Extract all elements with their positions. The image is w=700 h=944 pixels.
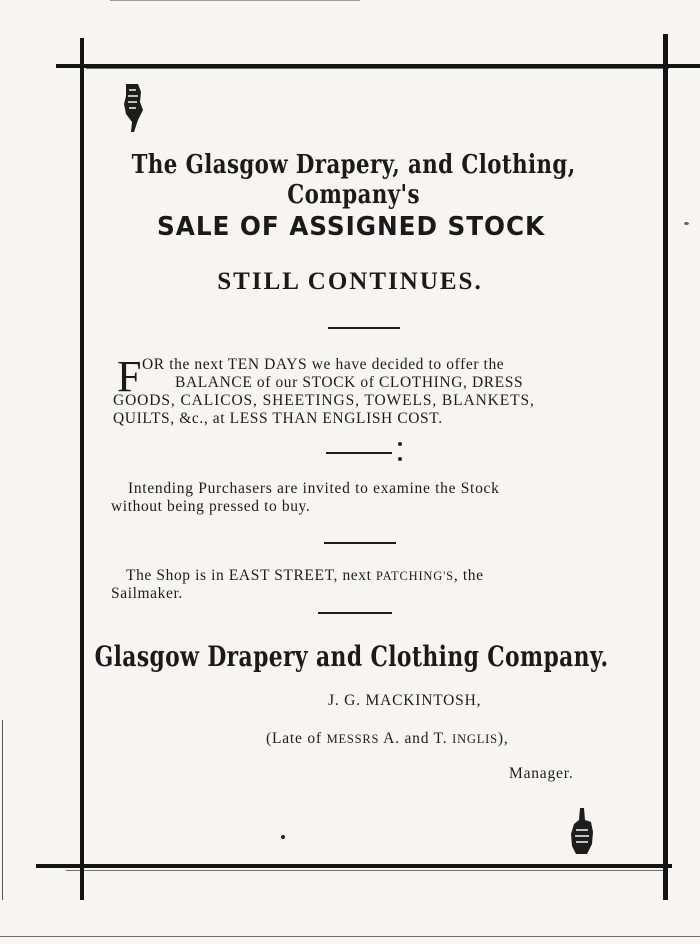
pointing-hand-icon [566,806,598,858]
page-edge-bottom [0,936,700,937]
para3-line-1 [126,567,484,585]
heading-line-1: The Glasgow Drapery, and Clothing, Company's [131,150,576,210]
top-border-rule-inner [86,68,669,69]
para3-line-2: Sailmaker. [111,585,183,602]
stray-dot [281,835,285,839]
page-edge-left [2,720,3,900]
para1-line-2: BALANCE of our STOCK of CLOTHING, DRESS [175,374,524,391]
separator-rule [326,452,392,454]
para3-smallcaps: PATCHING'S [376,569,454,583]
para1-line-3: GOODS, CALICOS, SHEETINGS, TOWELS, BLANKETS, [113,392,535,409]
heading-line-3: STILL CONTINUES. [217,268,483,295]
para3-text-b: , the [453,567,484,584]
separator-dot [398,457,402,461]
late-of-c: ), [497,730,509,747]
bottom-border-rule-inner [66,870,666,871]
drop-cap: F [117,352,142,401]
late-of-a: (Late of [266,730,327,747]
late-of-smallcaps-1: MESSRS [326,732,380,746]
separator-dot [398,442,402,446]
page-edge-top [110,0,360,1]
late-of-line [266,730,509,748]
company-name: Glasgow Drapery and Clothing Company. [94,640,609,673]
separator-rule [324,542,396,544]
para1-line-4: QUILTS, &c., at LESS THAN ENGLISH COST. [113,410,443,427]
para2-line-1: Intending Purchasers are invited to examine the Stock [128,480,500,497]
manager-name: J. G. MACKINTOSH, [328,692,482,709]
bottom-border-rule [36,864,672,868]
pointing-hand-icon [118,80,148,136]
right-border-rule [663,34,668,900]
para3-text-a: The Shop is in EAST STREET, next [126,567,376,584]
manager-title: Manager. [509,765,574,782]
late-of-smallcaps-2: INGLIS [452,732,498,746]
para1-line-1: OR the next TEN DAYS we have decided to offer the [142,356,505,373]
heading-line-2: SALE OF ASSIGNED STOCK [157,212,546,242]
stray-dot [684,222,689,225]
separator-rule [328,327,400,329]
separator-rule [318,612,392,614]
para2-line-2: without being pressed to buy. [111,498,311,515]
late-of-b: A. and T. [379,730,453,747]
